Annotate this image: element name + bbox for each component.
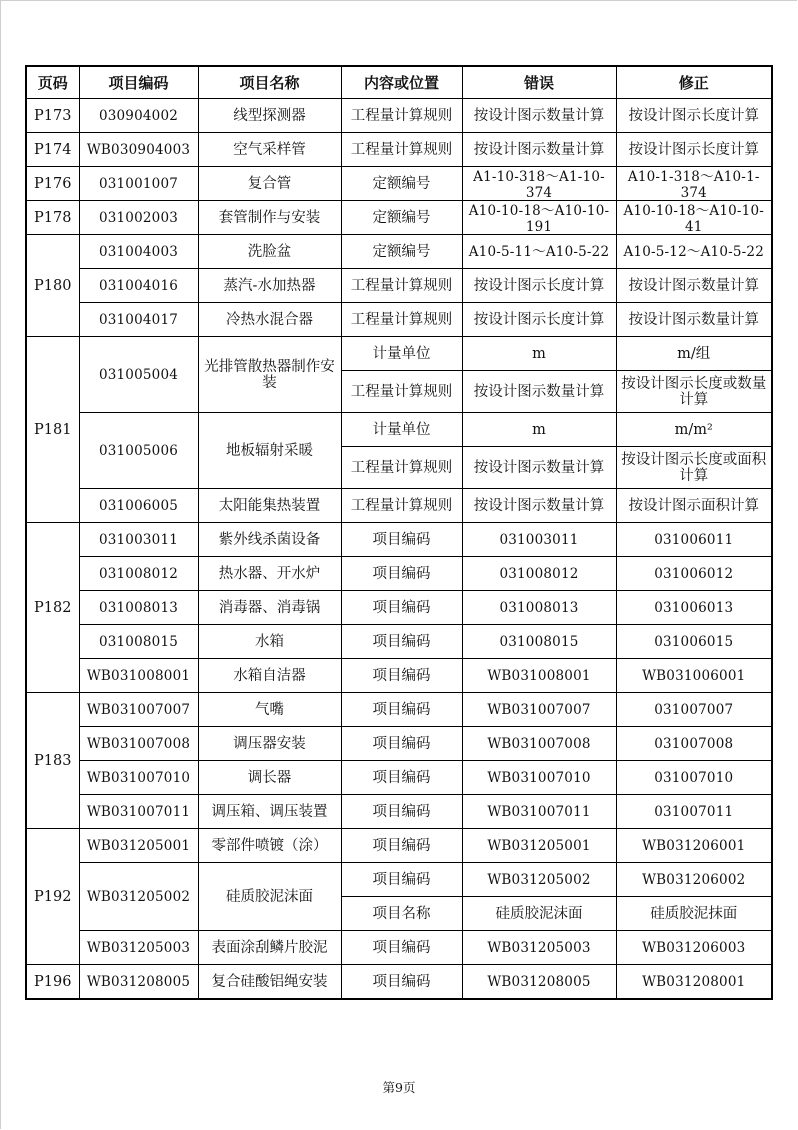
fix-cell: 按设计图示数量计算 xyxy=(616,269,772,303)
page-cell: P181 xyxy=(26,337,79,523)
code-cell: WB031008001 xyxy=(79,659,198,693)
table-row xyxy=(26,413,772,447)
content-cell: 工程量计算规则 xyxy=(341,371,462,413)
fix-cell: WB031206003 xyxy=(616,931,772,965)
content-cell: 项目名称 xyxy=(341,897,462,931)
table-row xyxy=(26,337,772,371)
wrong-cell: 按设计图示长度计算 xyxy=(462,269,616,303)
code-cell: WB031007011 xyxy=(79,795,198,829)
content-cell: 项目编码 xyxy=(341,965,462,1000)
wrong-cell: 按设计图示数量计算 xyxy=(462,371,616,413)
code-cell: 031008012 xyxy=(79,557,198,591)
content-cell: 项目编码 xyxy=(341,795,462,829)
name-cell: 地板辐射采暖 xyxy=(198,413,341,489)
wrong-cell: 031008015 xyxy=(462,625,616,659)
fix-cell: 031006015 xyxy=(616,625,772,659)
wrong-cell: 按设计图示数量计算 xyxy=(462,133,616,167)
content-cell: 项目编码 xyxy=(341,863,462,897)
code-cell: WB030904003 xyxy=(79,133,198,167)
wrong-cell: WB031205002 xyxy=(462,863,616,897)
page-cell: P173 xyxy=(26,99,79,133)
content-cell: 项目编码 xyxy=(341,761,462,795)
wrong-cell: WB031007010 xyxy=(462,761,616,795)
name-cell: 太阳能集热装置 xyxy=(198,489,341,523)
fix-text: A10-10-18～A10-10-41 xyxy=(623,202,765,233)
wrong-cell: WB031007007 xyxy=(462,693,616,727)
page-cell: P176 xyxy=(26,167,79,201)
name-cell: 调长器 xyxy=(198,761,341,795)
wrong-cell xyxy=(462,167,616,201)
header-name: 项目名称 xyxy=(198,66,341,99)
table-row xyxy=(26,235,772,269)
fix-cell: 按设计图示长度计算 xyxy=(616,99,772,133)
fix-cell: 按设计图示长度或面积计算 xyxy=(616,447,772,489)
fix-text: A10-1-318～A10-1-374 xyxy=(627,168,760,199)
fix-cell: 按设计图示面积计算 xyxy=(616,489,772,523)
fix-cell: 按设计图示数量计算 xyxy=(616,303,772,337)
content-cell: 计量单位 xyxy=(341,337,462,371)
content-cell: 工程量计算规则 xyxy=(341,99,462,133)
table-row xyxy=(26,863,772,897)
code-cell: 031002003 xyxy=(79,201,198,235)
code-cell: 031008013 xyxy=(79,591,198,625)
header-fix: 修正 xyxy=(616,66,772,99)
content-cell: 定额编号 xyxy=(341,235,462,269)
wrong-cell: A10-5-11～A10-5-22 xyxy=(462,235,616,269)
fix-cell: 按设计图示长度计算 xyxy=(616,133,772,167)
code-cell: WB031205003 xyxy=(79,931,198,965)
errata-table xyxy=(25,65,773,1000)
wrong-cell: m xyxy=(462,413,616,447)
table-row xyxy=(26,133,772,167)
table-row xyxy=(26,965,772,1000)
content-cell: 定额编号 xyxy=(341,167,462,201)
table-row xyxy=(26,167,772,201)
wrong-cell: WB031205003 xyxy=(462,931,616,965)
name-cell: 消毒器、消毒锅 xyxy=(198,591,341,625)
code-cell: 031005006 xyxy=(79,413,198,489)
content-cell: 工程量计算规则 xyxy=(341,489,462,523)
content-cell: 项目编码 xyxy=(341,693,462,727)
name-cell: 线型探测器 xyxy=(198,99,341,133)
content-cell: 项目编码 xyxy=(341,557,462,591)
name-cell: 复合管 xyxy=(198,167,341,201)
page-cell: P182 xyxy=(26,523,79,693)
content-cell: 工程量计算规则 xyxy=(341,447,462,489)
table-row xyxy=(26,269,772,303)
content-cell: 项目编码 xyxy=(341,523,462,557)
wrong-cell: m xyxy=(462,337,616,371)
table-row xyxy=(26,829,772,863)
code-cell: 030904002 xyxy=(79,99,198,133)
fix-cell: 031006012 xyxy=(616,557,772,591)
code-cell: WB031007007 xyxy=(79,693,198,727)
content-cell: 定额编号 xyxy=(341,201,462,235)
page-cell: P174 xyxy=(26,133,79,167)
content-cell: 计量单位 xyxy=(341,413,462,447)
wrong-cell: WB031008001 xyxy=(462,659,616,693)
name-cell: 复合硅酸铝绳安装 xyxy=(198,965,341,1000)
name-cell: 表面涂刮鳞片胶泥 xyxy=(198,931,341,965)
table-row xyxy=(26,557,772,591)
fix-cell: m/组 xyxy=(616,337,772,371)
name-cell: 调压器安装 xyxy=(198,727,341,761)
page-cell: P178 xyxy=(26,201,79,235)
code-cell: 031001007 xyxy=(79,167,198,201)
name-cell: 冷热水混合器 xyxy=(198,303,341,337)
wrong-cell: 031008013 xyxy=(462,591,616,625)
fix-cell: 031006013 xyxy=(616,591,772,625)
code-cell: WB031205001 xyxy=(79,829,198,863)
wrong-cell: 031003011 xyxy=(462,523,616,557)
table-row xyxy=(26,693,772,727)
name-cell: 硅质胶泥沫面 xyxy=(198,863,341,931)
name-cell: 洗脸盆 xyxy=(198,235,341,269)
table-row xyxy=(26,303,772,337)
table-row xyxy=(26,625,772,659)
fix-cell: 031006011 xyxy=(616,523,772,557)
page-cell: P196 xyxy=(26,965,79,1000)
fix-cell xyxy=(616,167,772,201)
fix-cell: 031007008 xyxy=(616,727,772,761)
fix-cell: m/m² xyxy=(616,413,772,447)
content-cell: 项目编码 xyxy=(341,931,462,965)
wrong-cell xyxy=(462,201,616,235)
name-cell: 空气采样管 xyxy=(198,133,341,167)
fix-cell: 031007010 xyxy=(616,761,772,795)
name-cell: 光排管散热器制作安装 xyxy=(198,337,341,413)
table-row xyxy=(26,523,772,557)
wrong-text: A1-10-318～A1-10-374 xyxy=(473,168,605,199)
header-wrong: 错误 xyxy=(462,66,616,99)
table-row xyxy=(26,659,772,693)
table-row xyxy=(26,99,772,133)
wrong-text: A10-10-18～A10-10-191 xyxy=(468,202,610,233)
header-content: 内容或位置 xyxy=(341,66,462,99)
code-cell: 031005004 xyxy=(79,337,198,413)
name-cell: 蒸汽-水加热器 xyxy=(198,269,341,303)
content-cell: 项目编码 xyxy=(341,727,462,761)
table-row xyxy=(26,591,772,625)
wrong-cell: 按设计图示长度计算 xyxy=(462,303,616,337)
wrong-cell: 按设计图示数量计算 xyxy=(462,99,616,133)
content-cell: 项目编码 xyxy=(341,829,462,863)
content-cell: 工程量计算规则 xyxy=(341,269,462,303)
table-row xyxy=(26,761,772,795)
content-cell: 工程量计算规则 xyxy=(341,133,462,167)
name-cell: 热水器、开水炉 xyxy=(198,557,341,591)
code-cell: 031008015 xyxy=(79,625,198,659)
wrong-cell: WB031205001 xyxy=(462,829,616,863)
wrong-cell: 031008012 xyxy=(462,557,616,591)
page-cell: P192 xyxy=(26,829,79,965)
fix-cell: WB031206001 xyxy=(616,829,772,863)
name-cell: 气嘴 xyxy=(198,693,341,727)
fix-cell: A10-5-12～A10-5-22 xyxy=(616,235,772,269)
code-cell: 031006005 xyxy=(79,489,198,523)
page-number: 第9页 xyxy=(382,1080,416,1095)
header-page: 页码 xyxy=(26,66,79,99)
code-cell: WB031205002 xyxy=(79,863,198,931)
wrong-cell: 硅质胶泥沫面 xyxy=(462,897,616,931)
table-row xyxy=(26,795,772,829)
code-cell: 031003011 xyxy=(79,523,198,557)
page-cell: P183 xyxy=(26,693,79,829)
wrong-cell: WB031007011 xyxy=(462,795,616,829)
name-cell: 紫外线杀菌设备 xyxy=(198,523,341,557)
wrong-cell: 按设计图示数量计算 xyxy=(462,489,616,523)
code-cell: 031004016 xyxy=(79,269,198,303)
code-cell: WB031007010 xyxy=(79,761,198,795)
code-cell: WB031007008 xyxy=(79,727,198,761)
wrong-cell: WB031007008 xyxy=(462,727,616,761)
table-row xyxy=(26,489,772,523)
name-cell: 水箱 xyxy=(198,625,341,659)
table-row xyxy=(26,201,772,235)
fix-cell xyxy=(616,201,772,235)
fix-cell: WB031006001 xyxy=(616,659,772,693)
header-code: 项目编码 xyxy=(79,66,198,99)
name-cell: 套管制作与安装 xyxy=(198,201,341,235)
name-cell: 零部件喷镀（涂） xyxy=(198,829,341,863)
wrong-cell: WB031208005 xyxy=(462,965,616,1000)
content-cell: 项目编码 xyxy=(341,659,462,693)
code-cell: WB031208005 xyxy=(79,965,198,1000)
content-cell: 工程量计算规则 xyxy=(341,303,462,337)
content-cell: 项目编码 xyxy=(341,591,462,625)
table-row xyxy=(26,931,772,965)
table-row xyxy=(26,727,772,761)
fix-cell: 031007011 xyxy=(616,795,772,829)
fix-cell: 硅质胶泥抹面 xyxy=(616,897,772,931)
fix-cell: 按设计图示长度或数量计算 xyxy=(616,371,772,413)
code-cell: 031004003 xyxy=(79,235,198,269)
wrong-cell: 按设计图示数量计算 xyxy=(462,447,616,489)
name-cell: 调压箱、调压装置 xyxy=(198,795,341,829)
name-cell: 水箱自洁器 xyxy=(198,659,341,693)
code-cell: 031004017 xyxy=(79,303,198,337)
fix-cell: WB031208001 xyxy=(616,965,772,1000)
content-cell: 项目编码 xyxy=(341,625,462,659)
fix-cell: WB031206002 xyxy=(616,863,772,897)
fix-cell: 031007007 xyxy=(616,693,772,727)
page-cell: P180 xyxy=(26,235,79,337)
header-row xyxy=(26,66,772,99)
